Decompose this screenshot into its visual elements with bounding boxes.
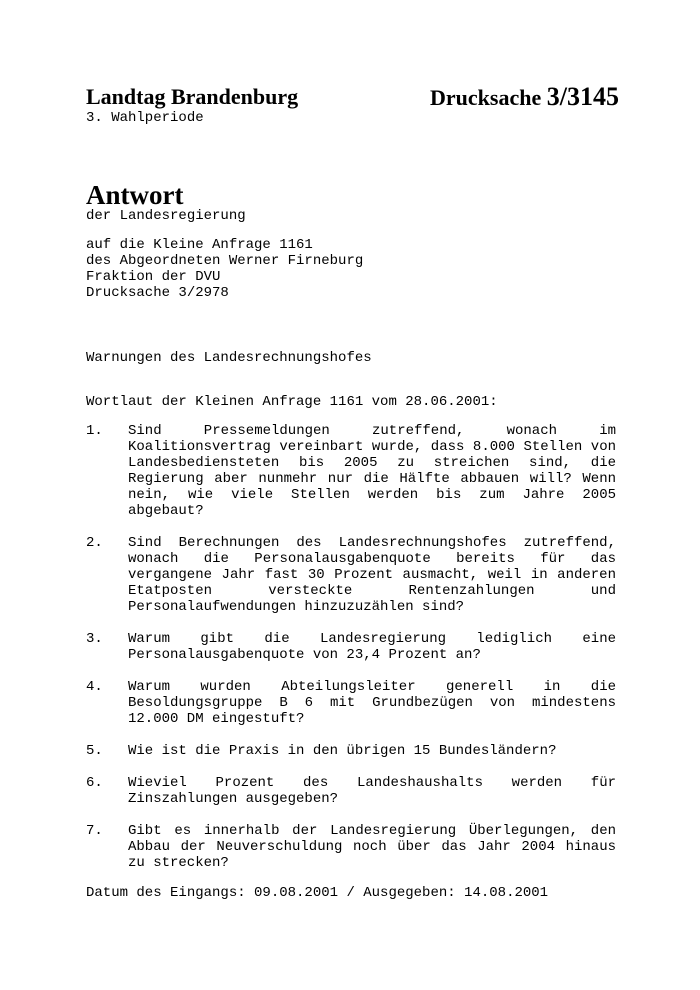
question-number: 6. (86, 775, 103, 791)
question-number: 5. (86, 743, 103, 759)
question-item (86, 775, 626, 807)
reference-line: auf die Kleine Anfrage 1161 (86, 237, 313, 253)
document-number (430, 84, 620, 111)
inquiry-reference (86, 237, 363, 301)
question-number: 7. (86, 823, 103, 839)
question-list (86, 423, 626, 887)
question-number: 3. (86, 631, 103, 647)
question-item (86, 631, 626, 663)
inquiry-intro: Wortlaut der Kleinen Anfrage 1161 vom 28.06.2001: (86, 394, 498, 410)
legislative-period: 3. Wahlperiode (86, 110, 204, 126)
question-text: Wie ist die Praxis in den übrigen 15 Bundesländern? (128, 743, 557, 759)
question-text: Sind Pressemeldungen zutreffend, wonach im Koalitionsvertrag vereinbart wurde, dass 8.000 Stellen von Landesbediensteten bis 2005 zu streichen sind, die Regierung aber nunmehr nur die Hälfte abbauen will? Wenn nein, wie viele Stellen werden bis zum Jahre 2005 abgebaut? (128, 423, 616, 519)
question-item (86, 679, 626, 727)
question-item (86, 535, 626, 615)
reference-line: Drucksache 3/2978 (86, 285, 229, 301)
question-number: 1. (86, 423, 103, 439)
question-text: Wieviel Prozent des Landeshaushalts werden für Zinszahlungen ausgegeben? (128, 775, 616, 807)
inquiry-topic: Warnungen des Landesrechnungshofes (86, 350, 372, 366)
page-title: Antwort (86, 180, 184, 210)
question-number: 2. (86, 535, 103, 551)
question-text: Sind Berechnungen des Landesrechnungshofes zutreffend, wonach die Personalausgabenquote bereits für das vergangene Jahr fast 30 Prozent ausmacht, weil in anderen Etatposten versteckte Rentenzahlungen und Personalaufwendungen hinzuzuzählen sind? (128, 535, 616, 615)
document-number-value: 3/3145 (546, 82, 619, 111)
parliament-name: Landtag Brandenburg (86, 84, 299, 109)
question-text: Gibt es innerhalb der Landesregierung Überlegungen, den Abbau der Neuverschuldung noch über das Jahr 2004 hinaus zu strecken? (128, 823, 616, 871)
question-text: Warum wurden Abteilungsleiter generell in die Besoldungsgruppe B 6 mit Grundbezügen von mindestens 12.000 DM eingestuft? (128, 679, 616, 727)
reference-line: des Abgeordneten Werner Firneburg (86, 253, 364, 269)
page-subtitle: der Landesregierung (86, 208, 246, 224)
question-item (86, 823, 626, 871)
publication-dates: Datum des Eingangs: 09.08.2001 / Ausgegeben: 14.08.2001 (86, 885, 549, 901)
document-label: Drucksache (430, 85, 542, 110)
question-item (86, 423, 626, 519)
question-item (86, 743, 626, 759)
question-text: Warum gibt die Landesregierung lediglich eine Personalausgabenquote von 23,4 Prozent an? (128, 631, 616, 663)
question-number: 4. (86, 679, 103, 695)
reference-line: Fraktion der DVU (86, 269, 221, 285)
